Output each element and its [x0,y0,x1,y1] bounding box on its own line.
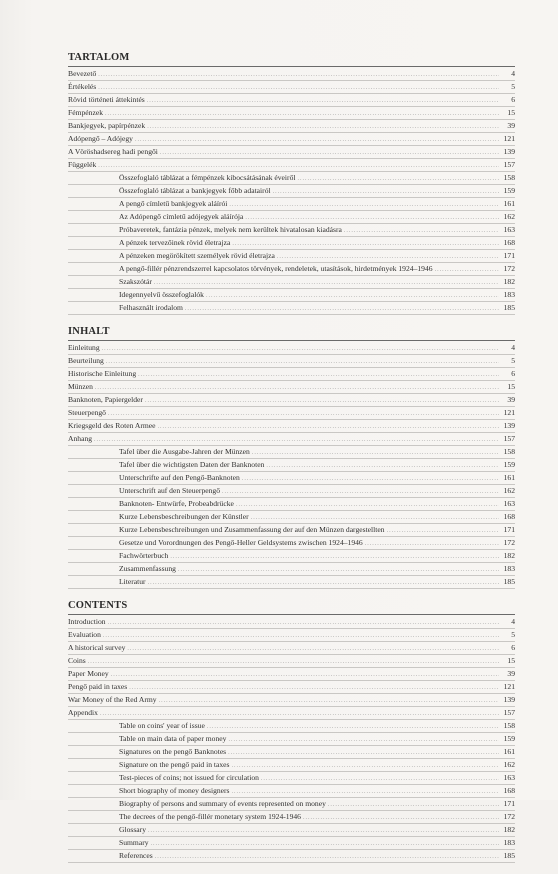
dot-leader [266,460,499,472]
toc-entry-label: Összefoglaló táblázat a bankjegyek főbb adatairól [119,186,271,195]
toc-entry [68,263,515,276]
toc-entry-page-number: 15 [507,382,515,391]
toc-entry-page-number: 6 [511,643,515,652]
toc-entry-label: The decrees of the pengő-fillér monetary system 1924-1946 [119,812,301,821]
toc-section-german [68,326,515,589]
toc-entry [68,81,515,94]
toc-entry-page-number: 158 [503,173,515,182]
toc-entry [68,198,515,211]
toc-entry-label: A pénzeken megörökített személyek rövid életrajza [119,251,275,260]
dot-leader [88,656,499,668]
toc-entry-label: Pengő paid in taxes [68,682,128,691]
toc-entry-page-number: 171 [503,525,515,534]
toc-entry [68,250,515,263]
dot-leader [158,421,499,433]
toc-entry [68,433,515,446]
toc-entry [68,746,515,759]
toc-entry [68,759,515,772]
toc-entry-label: Short biography of money designers [119,786,230,795]
dot-leader [155,851,499,863]
toc-entry-label: Idegennyelvű összefoglalók [119,290,204,299]
dot-leader [148,577,499,589]
dot-leader [232,238,499,250]
toc-entry-page-number: 171 [503,799,515,808]
toc-entry [68,133,515,146]
dot-leader [108,408,499,420]
toc-entry-page-number: 172 [503,264,515,273]
toc-entry-label: Table on main data of paper money [119,734,227,743]
toc-entry-label: A pénzek tervezőinek rövid életrajza [119,238,231,247]
toc-entry-label: Table on coins' year of issue [119,721,205,730]
toc-section-hungarian [68,52,515,315]
toc-entry-label: Bevezető [68,69,97,78]
toc-entry-page-number: 182 [503,825,515,834]
dot-leader [127,643,499,655]
toc-entry-page-number: 168 [503,786,515,795]
dot-leader [102,343,499,355]
toc-entry-page-number: 172 [503,538,515,547]
toc-entry-label: Steuerpengő [68,408,106,417]
toc-entry-label: Introduction [68,617,106,626]
toc-entry-page-number: 4 [511,617,515,626]
toc-entry-page-number: 163 [503,499,515,508]
toc-entry-label: Paper Money [68,669,109,678]
toc-entry [68,146,515,159]
toc-entry-label: Tafel über die wichtigsten Daten der Banknoten [119,460,265,469]
dot-leader [108,617,499,629]
toc-entry [68,563,515,576]
toc-entry-page-number: 159 [503,186,515,195]
dot-leader [251,512,499,524]
toc-entry [68,850,515,863]
dot-leader [303,812,499,824]
toc-entry-label: Rövid történeti áttekintés [68,95,145,104]
toc-entry-label: A pengő-fillér pénzrendszerrel kapcsolatos törvények, rendeletek, utasítások, hirdetmények 1924–1946 [119,264,433,273]
toc-section-english [68,600,515,863]
toc-entry-page-number: 163 [503,773,515,782]
toc-entry-page-number: 121 [503,134,515,143]
toc-entry-page-number: 162 [503,760,515,769]
dot-leader [106,356,499,368]
toc-entry [68,511,515,524]
toc-entry-label: Münzen [68,382,93,391]
toc-entry-page-number: 5 [511,630,515,639]
dot-leader [103,630,499,642]
toc-entry-page-number: 162 [503,486,515,495]
toc-entry-label: Kriegsgeld des Roten Armee [68,421,156,430]
toc-entry-page-number: 161 [503,473,515,482]
toc-entry-page-number: 163 [503,225,515,234]
section-heading: TARTALOM [68,52,515,67]
toc-entry-label: A pengő címletű bankjegyek aláírói [119,199,228,208]
toc-entry [68,498,515,511]
toc-entry-label: Evaluation [68,630,101,639]
toc-entry-label: Unterschrifte auf den Pengő-Banknoten [119,473,240,482]
toc-entry [68,616,515,629]
toc-entry [68,211,515,224]
toc-entry-label: A Vöröshadsereg hadi pengői [68,147,158,156]
toc-entry [68,576,515,589]
toc-entry-page-number: 161 [503,747,515,756]
toc-entry [68,459,515,472]
dot-leader [365,538,499,550]
toc-entry-label: Összefoglaló táblázat a fémpénzek kibocsátásának éveiről [119,173,296,182]
dot-leader [228,734,499,746]
toc-entry-label: Anhang [68,434,93,443]
toc-entry [68,368,515,381]
dot-leader [185,303,499,315]
toc-entry [68,681,515,694]
dot-leader [147,121,499,133]
toc-entry [68,720,515,733]
toc-entry [68,107,515,120]
toc-entry-page-number: 168 [503,512,515,521]
toc-entry-label: Banknoten- Entwürfe, Probeabdrücke [119,499,234,508]
dot-leader [297,173,499,185]
dot-leader [229,199,499,211]
toc-entry-label: Banknoten, Papiergelder [68,395,143,404]
dot-leader [344,225,499,237]
section-heading: INHALT [68,326,515,341]
toc-entry-label: Függelék [68,160,97,169]
toc-entry-page-number: 5 [511,356,515,365]
toc-entry-label: Szakszótár [119,277,152,286]
toc-entry-page-number: 139 [503,147,515,156]
dot-leader [435,264,499,276]
toc-entry [68,394,515,407]
toc-entry-page-number: 162 [503,212,515,221]
toc-entry [68,642,515,655]
toc-entry-label: Signatures on the pengő Banknotes [119,747,227,756]
toc-entry-page-number: 182 [503,277,515,286]
toc-entry-label: War Money of the Red Army [68,695,157,704]
toc-entry-page-number: 39 [507,395,515,404]
toc-entry [68,524,515,537]
toc-entry-label: Appendix [68,708,98,717]
dot-leader [154,277,499,289]
toc-entry-label: Fachwörterbuch [119,551,169,560]
dot-leader [100,708,499,720]
toc-entry [68,550,515,563]
toc-entry [68,446,515,459]
toc-entry-page-number: 159 [503,734,515,743]
toc-entry-page-number: 158 [503,447,515,456]
toc-entry-page-number: 15 [507,656,515,665]
toc-entry [68,668,515,681]
dot-leader [252,447,499,459]
toc-entry-label: Gesetze und Vorordnungen des Pengő-Heller Geldsystems zwischen 1924–1946 [119,538,363,547]
toc-entry-page-number: 157 [503,160,515,169]
toc-entry [68,381,515,394]
dot-leader [148,825,499,837]
toc-entry-page-number: 172 [503,812,515,821]
toc-entry [68,289,515,302]
toc-entry-label: Literatur [119,577,146,586]
dot-leader [145,395,499,407]
dot-leader [151,838,499,850]
toc-entry-label: Historische Einleitung [68,369,137,378]
section-heading: CONTENTS [68,600,515,615]
dot-leader [159,695,499,707]
toc-entry-label: Fémpénzek [68,108,104,117]
toc-entry-label: Kurze Lebensbeschreibungen der Künstler [119,512,249,521]
dot-leader [236,499,499,511]
toc-entry-page-number: 183 [503,290,515,299]
toc-entry [68,837,515,850]
toc-entry-page-number: 183 [503,838,515,847]
toc-entry-page-number: 185 [503,577,515,586]
toc-entry [68,407,515,420]
dot-leader [111,669,499,681]
toc-entry-page-number: 4 [511,343,515,352]
toc-entry-label: Test-pieces of coins; not issued for circulation [119,773,259,782]
toc-entry [68,172,515,185]
toc-entry [68,185,515,198]
toc-entry [68,159,515,172]
toc-entry-page-number: 157 [503,434,515,443]
dot-leader [222,486,499,498]
dot-leader [232,786,499,798]
table-of-contents [68,52,515,874]
dot-leader [232,760,499,772]
toc-entry-page-number: 185 [503,851,515,860]
toc-entry-page-number: 121 [503,682,515,691]
toc-entry-label: Értékelés [68,82,97,91]
toc-entry-label: Próbaveretek, fantázia pénzek, melyek nem kerültek hivatalosan kiadásra [119,225,342,234]
toc-entry [68,68,515,81]
toc-entry-page-number: 185 [503,303,515,312]
toc-entry [68,224,515,237]
dot-leader [273,186,499,198]
toc-entry [68,537,515,550]
toc-entry-page-number: 139 [503,695,515,704]
toc-entry [68,94,515,107]
toc-entry-label: Einleitung [68,343,100,352]
dot-leader [277,251,499,263]
toc-entry-label: Felhasznált irodalom [119,303,183,312]
toc-entry-page-number: 161 [503,199,515,208]
dot-leader [94,434,499,446]
dot-leader [135,134,499,146]
toc-entry-label: Biography of persons and summary of events represented on money [119,799,326,808]
toc-entry-label: Tafel über die Ausgabe-Jahren der Münzen [119,447,250,456]
dot-leader [245,212,499,224]
toc-entry-label: Adópengő – Adójegy [68,134,133,143]
toc-entry-page-number: 6 [511,369,515,378]
toc-entry [68,655,515,668]
toc-entry [68,694,515,707]
toc-entry-page-number: 6 [511,95,515,104]
dot-leader [138,369,499,381]
toc-entry-page-number: 39 [507,669,515,678]
toc-entry-page-number: 158 [503,721,515,730]
toc-entry [68,355,515,368]
dot-leader [206,290,499,302]
dot-leader [261,773,499,785]
dot-leader [207,721,499,733]
toc-entry-page-number: 39 [507,121,515,130]
toc-entry [68,420,515,433]
dot-leader [387,525,499,537]
toc-entry [68,120,515,133]
toc-entry-page-number: 121 [503,408,515,417]
toc-entry-label: References [119,851,153,860]
toc-entry [68,342,515,355]
toc-entry [68,302,515,315]
toc-entry-page-number: 171 [503,251,515,260]
toc-entry [68,772,515,785]
toc-entry-label: Bankjegyek, papírpénzek [68,121,146,130]
toc-entry-label: Az Adópengő címletű adójegyek aláírója [119,212,244,221]
toc-entry-page-number: 157 [503,708,515,717]
toc-entry-page-number: 5 [511,82,515,91]
dot-leader [98,160,499,172]
toc-entry [68,237,515,250]
dot-leader [98,69,499,81]
dot-leader [328,799,499,811]
toc-entry [68,276,515,289]
toc-entry-page-number: 15 [507,108,515,117]
toc-entry-label: Summary [119,838,149,847]
toc-entry-label: Signature on the pengő paid in taxes [119,760,230,769]
dot-leader [129,682,499,694]
toc-entry [68,707,515,720]
toc-entry-page-number: 182 [503,551,515,560]
toc-entry [68,811,515,824]
toc-entry-label: Beurteilung [68,356,104,365]
toc-entry-page-number: 139 [503,421,515,430]
dot-leader [147,95,499,107]
toc-entry-label: Zusammenfassung [119,564,176,573]
toc-entry-page-number: 183 [503,564,515,573]
dot-leader [178,564,499,576]
dot-leader [170,551,499,563]
dot-leader [98,82,499,94]
toc-entry [68,629,515,642]
toc-entry-page-number: 159 [503,460,515,469]
toc-entry-label: Unterschrift auf den Steuerpengő [119,486,221,495]
dot-leader [105,108,499,120]
dot-leader [160,147,499,159]
dot-leader [95,382,499,394]
toc-entry-page-number: 168 [503,238,515,247]
toc-entry-label: A historical survey [68,643,126,652]
dot-leader [228,747,499,759]
toc-entry-label: Kurze Lebensbeschreibungen und Zusammenfassung der auf den Münzen dargestellten [119,525,385,534]
toc-entry [68,485,515,498]
toc-entry-label: Coins [68,656,86,665]
toc-entry [68,824,515,837]
toc-entry-label: Glossary [119,825,146,834]
toc-entry-page-number: 4 [511,69,515,78]
dot-leader [242,473,499,485]
toc-entry [68,785,515,798]
toc-entry [68,733,515,746]
toc-entry [68,472,515,485]
